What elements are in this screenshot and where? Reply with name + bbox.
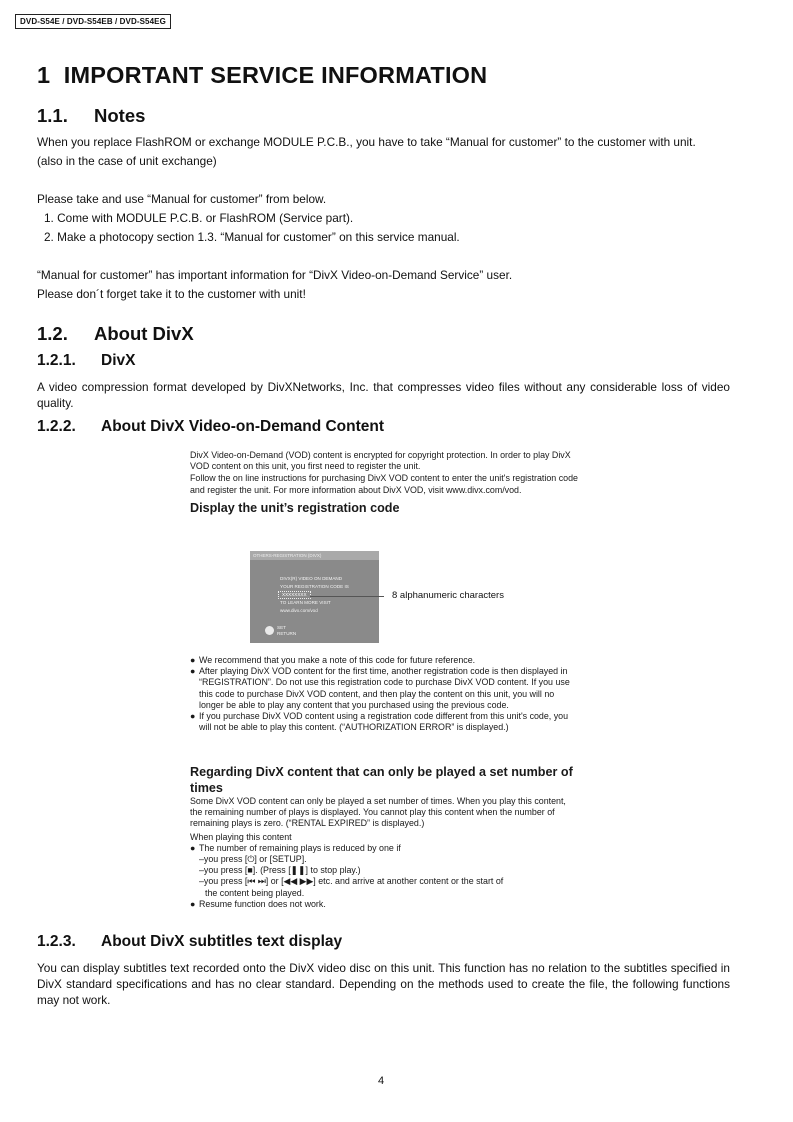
notes-body bbox=[37, 133, 730, 304]
list-item bbox=[190, 843, 578, 854]
heading-text: DivX bbox=[101, 352, 136, 369]
sub-item: –you press [⏮ ⏭] or [◀◀ ▶▶] etc. and arrive at another content or the start of bbox=[199, 876, 504, 887]
heading-number: 1.2. bbox=[37, 323, 68, 344]
paragraph: Please don´t forget take it to the customer with unit! bbox=[37, 287, 306, 301]
heading-divx-vod bbox=[37, 418, 384, 436]
heading-text: About DivX subtitles text display bbox=[101, 933, 343, 950]
paragraph: Follow the on line instructions for purchasing DivX VOD content to enter the unit's registration code and register the unit. For more information about DivX VOD, visit www.divx.com/vod. bbox=[190, 473, 578, 495]
heading-number: 1.2.3. bbox=[37, 933, 76, 950]
paragraph: When you replace FlashROM or exchange MODULE P.C.B., you have to take “Manual for customer” to the customer with unit. bbox=[37, 135, 696, 149]
paragraph: Some DivX VOD content can only be played a set number of times. When you play this content, the remaining number of plays is displayed. You cannot play this content when the number of remaining plays is zero. (“RENTAL EXPIRED” is displayed.) bbox=[190, 796, 566, 829]
vod-intro bbox=[190, 450, 578, 516]
title-text: IMPORTANT SERVICE INFORMATION bbox=[63, 62, 488, 88]
sub-item: –you press [⏻] or [SETUP]. bbox=[199, 854, 307, 865]
list-item bbox=[190, 666, 578, 711]
heading-notes bbox=[37, 105, 145, 127]
list-item bbox=[190, 899, 578, 910]
bullet-text: After playing DivX VOD content for the first time, another registration code is then displayed in “REGISTRATION”. Do not use this registration code to purchase DivX VOD content. If you use this code to purchase DivX VOD content, and then play the content on this unit, you will no longer be able to play any content that you purchased using the previous code. bbox=[199, 666, 570, 710]
registration-heading: Display the unit’s registration code bbox=[190, 500, 400, 515]
vod-notes bbox=[190, 655, 578, 733]
bullet-icon: ● bbox=[190, 711, 196, 722]
heading-subtitles bbox=[37, 933, 342, 951]
select-disc-icon bbox=[265, 626, 274, 635]
list-item bbox=[190, 711, 578, 733]
subtitles-body bbox=[37, 960, 730, 1008]
paragraph: “Manual for customer” has important information for “DivX Video-on-Demand Service” user. bbox=[37, 268, 513, 282]
bullet-icon: ● bbox=[190, 842, 196, 853]
heading-divx bbox=[37, 352, 135, 370]
page-number: 4 bbox=[378, 1075, 385, 1087]
list-item: 1. Come with MODULE P.C.B. or FlashROM (Service part). bbox=[44, 211, 354, 225]
screen-line: DIVX(R) VIDEO ON DEMAND bbox=[280, 576, 343, 581]
paragraph: (also in the case of unit exchange) bbox=[37, 154, 217, 168]
return-label: RETURN bbox=[277, 630, 297, 636]
paragraph: You can display subtitles text recorded onto the DivX video disc on this unit. This function has no relation to the subtitles specified in DivX standard specifications and has no clear standard. Depending on the methods used to create the file, the following functions may not work. bbox=[37, 961, 730, 1007]
bullet-text: Resume function does not work. bbox=[199, 898, 326, 909]
bullet-icon: ● bbox=[190, 898, 196, 909]
list-item: 2. Make a photocopy section 1.3. “Manual for customer” on this service manual. bbox=[44, 230, 460, 244]
screen-line: TO LEARN MORE VISIT bbox=[280, 600, 331, 605]
registration-screen bbox=[250, 551, 379, 643]
paragraph: Please take and use “Manual for customer” from below. bbox=[37, 192, 327, 206]
registration-code: XXXXXXXX bbox=[278, 591, 311, 599]
rental-section bbox=[190, 764, 578, 910]
bullet-text: We recommend that you make a note of this code for future reference. bbox=[199, 655, 476, 665]
heading-text: About DivX bbox=[94, 323, 194, 344]
set-label: SET bbox=[277, 625, 286, 630]
heading-number: 1.2.1. bbox=[37, 352, 76, 369]
heading-text: Notes bbox=[94, 105, 146, 126]
bullet-icon: ● bbox=[190, 666, 196, 677]
screen-hint bbox=[277, 625, 296, 636]
list-item bbox=[190, 655, 578, 666]
screen-title-bar: OTHERS-REGISTRATION (DIVX) bbox=[250, 551, 379, 560]
callout-line bbox=[310, 596, 384, 597]
screen-line: www.divx.com/vod bbox=[280, 608, 318, 613]
bullet-icon: ● bbox=[190, 655, 196, 665]
heading-number: 1.2.2. bbox=[37, 418, 76, 435]
rental-heading: Regarding DivX content that can only be played a set number of times bbox=[190, 765, 573, 795]
bullet-text: The number of remaining plays is reduced by one if bbox=[199, 842, 401, 853]
heading-text: About DivX Video-on-Demand Content bbox=[101, 418, 385, 435]
paragraph: A video compression format developed by DivXNetworks, Inc. that compresses video files without any considerable loss of video quality. bbox=[37, 380, 730, 410]
callout-label: 8 alphanumeric characters bbox=[392, 590, 504, 601]
sub-item: the content being played. bbox=[205, 887, 305, 898]
title-number: 1 bbox=[37, 62, 51, 88]
paragraph: DivX Video-on-Demand (VOD) content is encrypted for copyright protection. In order to play DivX VOD content on this unit, you first need to register the unit. bbox=[190, 450, 571, 472]
heading-about-divx bbox=[37, 323, 194, 345]
paragraph: When playing this content bbox=[190, 831, 292, 842]
sub-item: –you press [■]. (Press [❚❚] to stop play.) bbox=[199, 865, 361, 876]
page-title bbox=[37, 62, 487, 89]
divx-body bbox=[37, 379, 730, 411]
bullet-text: If you purchase DivX VOD content using a registration code different from this unit's code, you will not be able to play this content. (“AUTHORIZATION ERROR” is displayed.) bbox=[199, 711, 569, 733]
heading-number: 1.1. bbox=[37, 105, 68, 126]
screen-line: YOUR REGISTRATION CODE IS bbox=[280, 584, 349, 589]
model-label: DVD-S54E / DVD-S54EB / DVD-S54EG bbox=[15, 14, 171, 29]
